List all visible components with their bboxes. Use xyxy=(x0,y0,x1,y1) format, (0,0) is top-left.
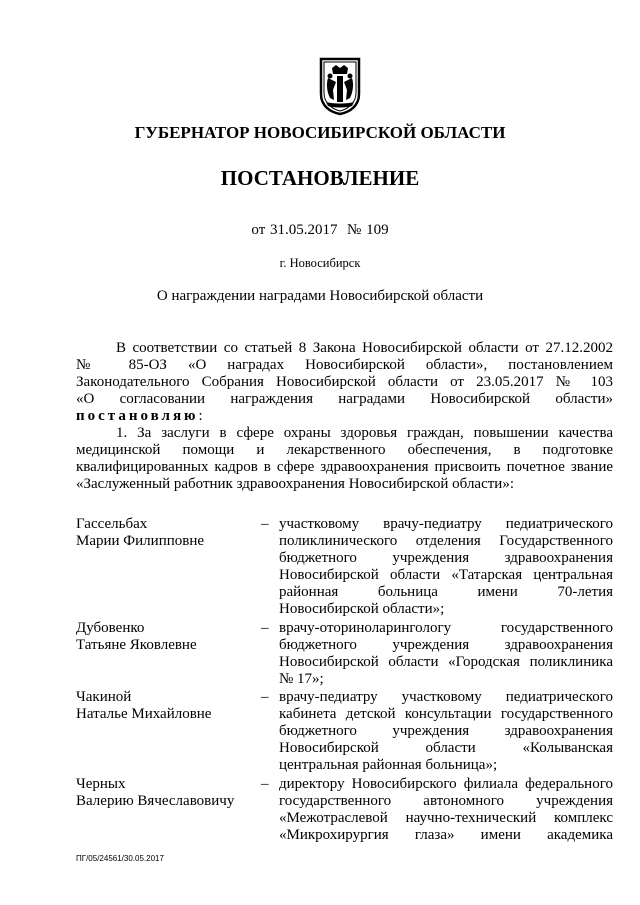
description-line: Новосибирской области «Колыванская xyxy=(279,740,613,756)
awardee-name xyxy=(76,620,251,654)
description-line: врачу-оториноларингологу государственного xyxy=(279,620,613,636)
dash-separator: – xyxy=(261,776,269,792)
description-line: центральная районная больница»; xyxy=(279,757,498,773)
preamble-line: «О согласовании награждения наградами Новосибирской области» xyxy=(76,391,613,407)
decree-word: постановляю xyxy=(76,408,199,424)
description-line: № 17»; xyxy=(279,671,324,687)
dash-separator: – xyxy=(261,620,269,636)
awardee-given-names: Марии Филипповне xyxy=(76,533,205,549)
description-line: «Микрохирургия глаза» имени академика xyxy=(279,827,613,843)
document-type: ПОСТАНОВЛЕНИЕ xyxy=(220,166,420,190)
awardee-given-names: Татьяне Яковлевне xyxy=(76,637,197,653)
description-line: Новосибирской области «Татарская центральная xyxy=(279,567,613,583)
clause-line: медицинской помощи и лекарственного обеспечения, в подготовке xyxy=(76,442,613,458)
clause-line: 1. За заслуги в сфере охраны здоровья граждан, повышении качества xyxy=(116,425,613,441)
awardee-surname: Черных xyxy=(76,776,126,792)
decree-line xyxy=(76,408,613,425)
dash-separator: – xyxy=(261,689,269,705)
description-line: «Межотраслевой научно-технический комплекс xyxy=(279,810,613,826)
awardee-given-names: Валерию Вячеславовичу xyxy=(76,793,235,809)
description-line: поликлинического отделения Государственного xyxy=(279,533,613,549)
coat-of-arms-icon xyxy=(318,56,362,116)
awardee-description xyxy=(279,620,613,688)
description-line: бюджетного учреждения здравоохранения xyxy=(279,637,613,653)
preamble-line: № 85-ОЗ «О наградах Новосибирской области», постановлением xyxy=(76,357,613,373)
document-subject: О награждении наградами Новосибирской области xyxy=(156,288,484,304)
awardee-description xyxy=(279,776,613,844)
description-line: государственного автономного учреждения xyxy=(279,793,613,809)
description-line: бюджетного учреждения здравоохранения xyxy=(279,723,613,739)
awardee-surname: Чакиной xyxy=(76,689,132,705)
awardee-name xyxy=(76,516,251,550)
document-code: ПГ/05/24561/30.05.2017 xyxy=(76,854,164,863)
clause-line: «Заслуженный работник здравоохранения Новосибирской области»: xyxy=(76,476,514,492)
description-line: Новосибирской области «Городская поликлиника xyxy=(279,654,613,670)
preamble xyxy=(76,340,613,493)
awardee-name xyxy=(76,689,251,723)
description-line: врачу-педиатру участковому педиатрического xyxy=(279,689,613,705)
awardee-description xyxy=(279,689,613,774)
description-line: кабинета детской консультации государственного xyxy=(279,706,613,722)
preamble-line: Законодательного Собрания Новосибирской области от 23.05.2017 № 103 xyxy=(76,374,613,390)
clause-line: квалифицированных кадров в сфере здравоохранения присвоить почетное звание xyxy=(76,459,613,475)
awardee-name xyxy=(76,776,251,810)
date-and-number: от 31.05.2017 № 109 xyxy=(251,222,389,238)
city: г. Новосибирск xyxy=(279,256,361,270)
dash-separator: – xyxy=(261,516,269,532)
awardee-surname: Гассельбах xyxy=(76,516,148,532)
decree-colon: : xyxy=(198,408,203,424)
preamble-line: В соответствии со статьей 8 Закона Новосибирской области от 27.12.2002 xyxy=(116,340,613,356)
description-line: Новосибирской области»; xyxy=(279,601,445,617)
issuing-authority: ГУБЕРНАТОР НОВОСИБИРСКОЙ ОБЛАСТИ xyxy=(134,123,506,142)
awardee-surname: Дубовенко xyxy=(76,620,145,636)
description-line: участковому врачу-педиатру педиатрического xyxy=(279,516,613,532)
description-line: районная больница имени 70-летия xyxy=(279,584,613,600)
description-line: директору Новосибирского филиала федерального xyxy=(279,776,613,792)
awardee-description xyxy=(279,516,613,618)
awardee-given-names: Наталье Михайловне xyxy=(76,706,212,722)
description-line: бюджетного учреждения здравоохранения xyxy=(279,550,613,566)
